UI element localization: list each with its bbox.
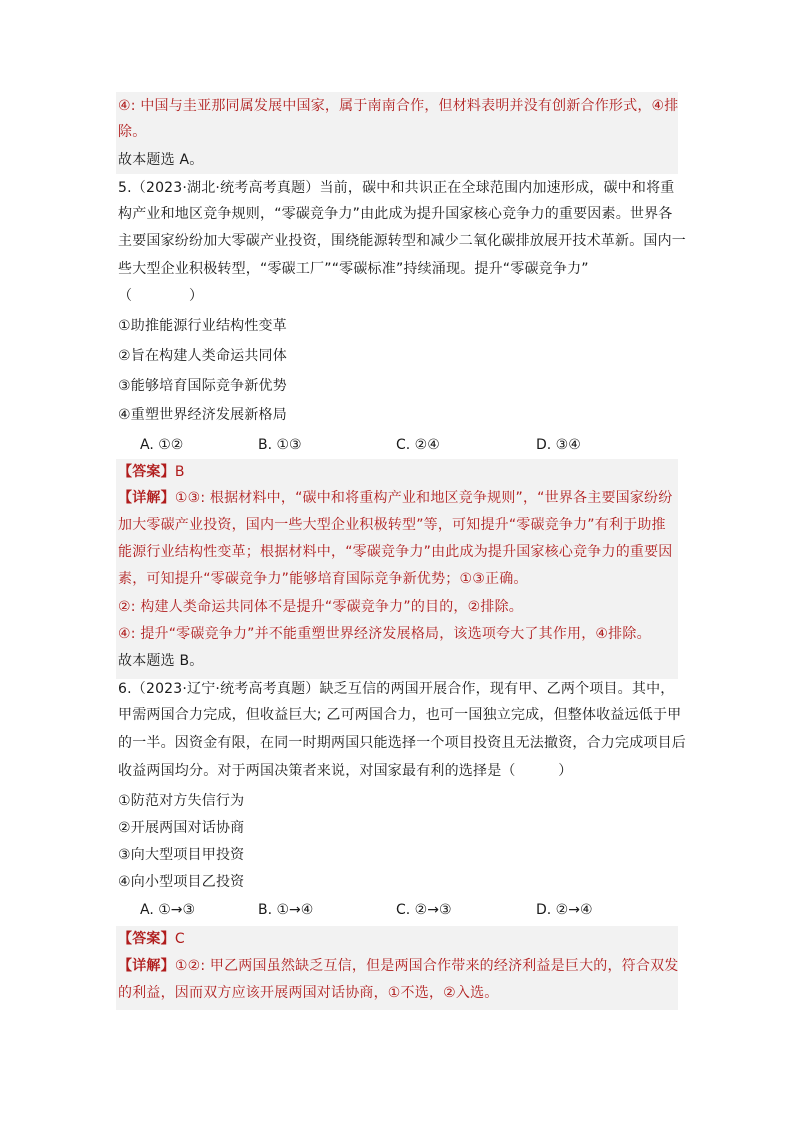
detail-tag: 【详解】 [118, 958, 175, 974]
question-5-stem: 些大型企业积极转型，“零碳工厂”“零碳标准”持续涌现。提升“零碳竞争力” [118, 261, 589, 277]
answer-blank: （ ） [118, 288, 204, 304]
statement-item: ④向小型项目乙投资 [118, 874, 245, 890]
detail-tag: 【详解】 [118, 490, 175, 506]
answer-tag: 【答案】 [118, 464, 175, 480]
question-6-stem: 6.（2023·辽宁·统考高考真题）缺乏互信的两国开展合作，现有甲、乙两个项目。其中， [118, 681, 675, 697]
statement-item: ②开展两国对话协商 [118, 820, 245, 836]
option-d: D. ③④ [536, 437, 581, 453]
question-6-stem: 的一半。因资金有限，在同一时期两国只能选择一个项目投资且无法撤资，合力完成项目后 [118, 735, 686, 751]
question-5-stem: 构产业和地区竞争规则，“零碳竞争力”由此成为提升国家核心竞争力的重要因素。世界各 [118, 206, 673, 222]
option-b: B. ①③ [258, 437, 302, 453]
detail-line: 的利益，因而双方应该开展两国对话协商，①不选，②入选。 [118, 985, 499, 1001]
detail-line: ④: 提升“零碳竞争力”并不能重塑世界经济发展格局，该选项夸大了其作用，④排除。 [118, 626, 651, 642]
answer-value: C [174, 931, 185, 947]
detail-line [118, 488, 678, 508]
question-6-stem: 收益两国均分。对于两国决策者来说，对国家最有利的选择是（ ） [118, 763, 573, 779]
conclusion-line: 故本题选 B。 [118, 653, 204, 669]
question-6-stem: 甲需两国合力完成，但收益巨大; 乙可两国合力，也可一国独立完成，但整体收益远低于甲 [118, 707, 682, 723]
answer-line [118, 462, 678, 482]
option-a: A. ①② [140, 437, 184, 453]
statement-item: ④重塑世界经济发展新格局 [118, 407, 287, 423]
answer-value: B [174, 464, 185, 480]
statement-item: ①防范对方失信行为 [118, 793, 245, 809]
detail-line: 能源行业结构性变革；根据材料中，“零碳竞争力”由此成为提升国家核心竞争力的重要因 [118, 544, 673, 560]
question-5-stem: 5.（2023·湖北·统考高考真题）当前，碳中和共识正在全球范围内加速形成，碳中和将重 [118, 180, 675, 196]
option-a: A. ①→③ [140, 902, 196, 918]
statement-item: ②旨在构建人类命运共同体 [118, 348, 287, 364]
statement-item: ①助推能源行业结构性变革 [118, 318, 287, 334]
option-c: C. ②④ [396, 437, 440, 453]
detail-text: ①③: 根据材料中，“碳中和将重构产业和地区竞争规则”，“世界各主要国家纷纷 [174, 490, 673, 506]
option-b: B. ①→④ [258, 902, 314, 918]
answer-tag: 【答案】 [118, 931, 175, 947]
explanation-line: ④: 中国与圭亚那同属发展中国家，属于南南合作，但材料表明并没有创新合作形式，④排 [118, 98, 679, 114]
statement-item: ③能够培育国际竞争新优势 [118, 378, 287, 394]
answer-line [118, 929, 678, 949]
detail-line: 加大零碳产业投资，国内一些大型企业积极转型”等，可知提升“零碳竞争力”有利于助推 [118, 517, 666, 533]
statement-item: ③向大型项目甲投资 [118, 847, 245, 863]
detail-text: ①②: 甲乙两国虽然缺乏互信，但是两国合作带来的经济利益是巨大的，符合双发 [174, 958, 679, 974]
detail-line: 素，可知提升“零碳竞争力”能够培育国际竞争新优势；①③正确。 [118, 571, 528, 587]
question-5-stem: 主要国家纷纷加大零碳产业投资，围绕能源转型和减少二氧化碳排放展开技术革新。国内一 [118, 233, 686, 249]
detail-line: ②: 构建人类命运共同体不是提升“零碳竞争力”的目的，②排除。 [118, 599, 523, 615]
explanation-line: 除。 [118, 124, 147, 140]
detail-line [118, 956, 678, 976]
option-d: D. ②→④ [536, 902, 593, 918]
option-c: C. ②→③ [396, 902, 452, 918]
conclusion-line: 故本题选 A。 [118, 152, 204, 168]
